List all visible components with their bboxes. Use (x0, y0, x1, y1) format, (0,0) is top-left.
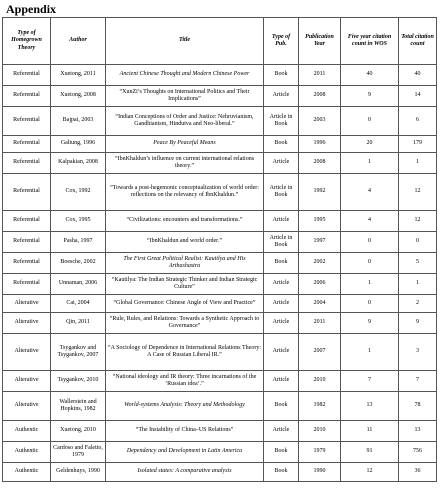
cell-author: Cai, 2004 (51, 295, 106, 313)
appendix-table (2, 17, 437, 482)
cell-title: “Indian Conceptions of Order and Justice: Nehruvianism, Gandhianism, Hindutva and Neo-liberal.” (106, 107, 264, 136)
cell-pub-type: Article in Book (264, 174, 299, 211)
cell-wos-citations: 7 (341, 371, 399, 392)
cell-pub-type: Article (264, 153, 299, 174)
cell-total-citations: 2 (399, 295, 437, 313)
cell-title: The First Great Political Realist: Kautilya and His Arthashastra (106, 253, 264, 274)
table-row (3, 86, 437, 107)
cell-theory-type: Referential (3, 253, 51, 274)
cell-year: 2008 (299, 86, 341, 107)
cell-title: “Towards a post-hegemonic conceptualization of world order: reflections on the relevancy of IbnKhaldun.” (106, 174, 264, 211)
col-header-year: Publication Year (299, 18, 341, 65)
cell-author: Qin, 2011 (51, 313, 106, 334)
cell-wos-citations: 0 (341, 232, 399, 253)
cell-pub-type: Book (264, 136, 299, 153)
table-row (3, 65, 437, 86)
cell-author: Xuetong, 2010 (51, 421, 106, 442)
cell-year: 2011 (299, 313, 341, 334)
cell-total-citations: 14 (399, 86, 437, 107)
cell-pub-type: Book (264, 253, 299, 274)
cell-total-citations: 1 (399, 274, 437, 295)
cell-pub-type: Book (264, 442, 299, 463)
cell-total-citations: 3 (399, 334, 437, 371)
col-header-wos-citations: Five year citation count in WOS (341, 18, 399, 65)
cell-total-citations: 36 (399, 463, 437, 482)
cell-title: Isolated states: A comparative analysis (106, 463, 264, 482)
cell-author: Geldenhuys, 1990 (51, 463, 106, 482)
cell-total-citations: 12 (399, 211, 437, 232)
cell-pub-type: Article (264, 421, 299, 442)
table-row (3, 107, 437, 136)
cell-total-citations: 1 (399, 153, 437, 174)
cell-title: “Global Governance: Chinese Angle of View and Practice” (106, 295, 264, 313)
table-row (3, 334, 437, 371)
cell-year: 1979 (299, 442, 341, 463)
cell-title: “Rule, Rules, and Relations: Towards a Synthetic Approach to Governance” (106, 313, 264, 334)
cell-author: Tsygankov and Tsygankov, 2007 (51, 334, 106, 371)
table-row (3, 463, 437, 482)
cell-pub-type: Article (264, 313, 299, 334)
cell-wos-citations: 0 (341, 253, 399, 274)
table-row (3, 313, 437, 334)
cell-total-citations: 6 (399, 107, 437, 136)
cell-author: Cox, 1992 (51, 174, 106, 211)
cell-author: Unnaman, 2006 (51, 274, 106, 295)
cell-theory-type: Alterative (3, 392, 51, 421)
cell-year: 2002 (299, 253, 341, 274)
cell-author: Cardoso and Faletto, 1979 (51, 442, 106, 463)
table-row (3, 442, 437, 463)
cell-total-citations: 9 (399, 313, 437, 334)
cell-pub-type: Article (264, 211, 299, 232)
table-row (3, 153, 437, 174)
col-header-title: Title (106, 18, 264, 65)
cell-theory-type: Authentic (3, 442, 51, 463)
cell-total-citations: 13 (399, 421, 437, 442)
cell-pub-type: Article in Book (264, 232, 299, 253)
cell-year: 2010 (299, 421, 341, 442)
col-header-pub-type: Type of Pub. (264, 18, 299, 65)
cell-wos-citations: 12 (341, 463, 399, 482)
cell-pub-type: Article in Book (264, 107, 299, 136)
table-row (3, 253, 437, 274)
col-header-total-citations: Total citation count (399, 18, 437, 65)
header-row (3, 18, 437, 65)
cell-pub-type: Article (264, 274, 299, 295)
cell-total-citations: 78 (399, 392, 437, 421)
cell-theory-type: Alterative (3, 371, 51, 392)
cell-author: Bajpai, 2003 (51, 107, 106, 136)
table-row (3, 371, 437, 392)
cell-author: Galtung, 1996 (51, 136, 106, 153)
cell-author: Wallerstein and Hopkins, 1982 (51, 392, 106, 421)
cell-year: 2006 (299, 274, 341, 295)
appendix-heading: Appendix (6, 2, 57, 16)
cell-wos-citations: 9 (341, 86, 399, 107)
cell-title: World-systems Analysis: Theory and Methodology (106, 392, 264, 421)
table-row (3, 174, 437, 211)
cell-theory-type: Referential (3, 232, 51, 253)
cell-title: Dependency and Development in Latin America (106, 442, 264, 463)
cell-total-citations: 5 (399, 253, 437, 274)
cell-wos-citations: 1 (341, 274, 399, 295)
cell-total-citations: 7 (399, 371, 437, 392)
cell-total-citations: 0 (399, 232, 437, 253)
cell-year: 1996 (299, 136, 341, 153)
cell-year: 2010 (299, 371, 341, 392)
cell-pub-type: Article (264, 86, 299, 107)
table-row (3, 136, 437, 153)
cell-year: 2003 (299, 107, 341, 136)
cell-author: Tsygankov, 2010 (51, 371, 106, 392)
cell-wos-citations: 91 (341, 442, 399, 463)
cell-author: Kalpakian, 2008 (51, 153, 106, 174)
cell-theory-type: Referential (3, 107, 51, 136)
cell-wos-citations: 0 (341, 295, 399, 313)
cell-total-citations: 179 (399, 136, 437, 153)
cell-year: 2007 (299, 334, 341, 371)
cell-year: 1997 (299, 232, 341, 253)
cell-wos-citations: 9 (341, 313, 399, 334)
cell-title: Ancient Chinese Thought and Modern Chinese Power (106, 65, 264, 86)
cell-year: 2008 (299, 153, 341, 174)
col-header-theory-type: Type of Homegrown Theory (3, 18, 51, 65)
table-row (3, 211, 437, 232)
cell-title: “IbnKhaldun’s influence on current international relations theory.” (106, 153, 264, 174)
table-row (3, 295, 437, 313)
cell-title: “National ideology and IR theory: Three incarnations of the ‘Russian idea’.” (106, 371, 264, 392)
table-row (3, 392, 437, 421)
cell-title: “The Instability of China–US Relations” (106, 421, 264, 442)
cell-title: “XunZi’s Thoughts on International Politics and Their Implications” (106, 86, 264, 107)
table-row (3, 232, 437, 253)
cell-year: 1995 (299, 211, 341, 232)
cell-wos-citations: 4 (341, 211, 399, 232)
cell-author: Pasha, 1997 (51, 232, 106, 253)
cell-pub-type: Article (264, 295, 299, 313)
cell-author: Boesche, 2002 (51, 253, 106, 274)
cell-theory-type: Referential (3, 86, 51, 107)
cell-total-citations: 40 (399, 65, 437, 86)
cell-year: 2004 (299, 295, 341, 313)
cell-theory-type: Referential (3, 65, 51, 86)
cell-theory-type: Referential (3, 153, 51, 174)
cell-pub-type: Book (264, 65, 299, 86)
cell-theory-type: Authentic (3, 463, 51, 482)
cell-theory-type: Alterative (3, 334, 51, 371)
cell-pub-type: Article (264, 371, 299, 392)
cell-author: Xuetong, 2008 (51, 86, 106, 107)
table-row (3, 274, 437, 295)
cell-wos-citations: 4 (341, 174, 399, 211)
cell-author: Xuetong, 2011 (51, 65, 106, 86)
cell-theory-type: Referential (3, 174, 51, 211)
col-header-author: Author (51, 18, 106, 65)
cell-theory-type: Referential (3, 211, 51, 232)
cell-wos-citations: 11 (341, 421, 399, 442)
cell-wos-citations: 1 (341, 334, 399, 371)
cell-theory-type: Alterative (3, 295, 51, 313)
cell-title: “IbnKhaldun and world order.” (106, 232, 264, 253)
cell-wos-citations: 20 (341, 136, 399, 153)
cell-author: Cox, 1995 (51, 211, 106, 232)
cell-title: “Civilizations: encounters and transformations.” (106, 211, 264, 232)
cell-pub-type: Book (264, 463, 299, 482)
cell-title: “Kautilya: The Indian Strategic Thinker and Indian Strategic Culture” (106, 274, 264, 295)
cell-year: 2011 (299, 65, 341, 86)
cell-year: 1982 (299, 392, 341, 421)
cell-wos-citations: 40 (341, 65, 399, 86)
cell-title: Peace By Peaceful Means (106, 136, 264, 153)
cell-theory-type: Alterative (3, 313, 51, 334)
cell-theory-type: Referential (3, 136, 51, 153)
cell-total-citations: 12 (399, 174, 437, 211)
cell-total-citations: 756 (399, 442, 437, 463)
cell-year: 1992 (299, 174, 341, 211)
cell-pub-type: Article (264, 334, 299, 371)
cell-wos-citations: 13 (341, 392, 399, 421)
cell-theory-type: Authentic (3, 421, 51, 442)
table-row (3, 421, 437, 442)
cell-pub-type: Book (264, 392, 299, 421)
cell-wos-citations: 1 (341, 153, 399, 174)
cell-year: 1990 (299, 463, 341, 482)
cell-wos-citations: 0 (341, 107, 399, 136)
cell-theory-type: Referential (3, 274, 51, 295)
cell-title: “A Sociology of Dependence in International Relations Theory: A Case of Russian Liberal IR.” (106, 334, 264, 371)
